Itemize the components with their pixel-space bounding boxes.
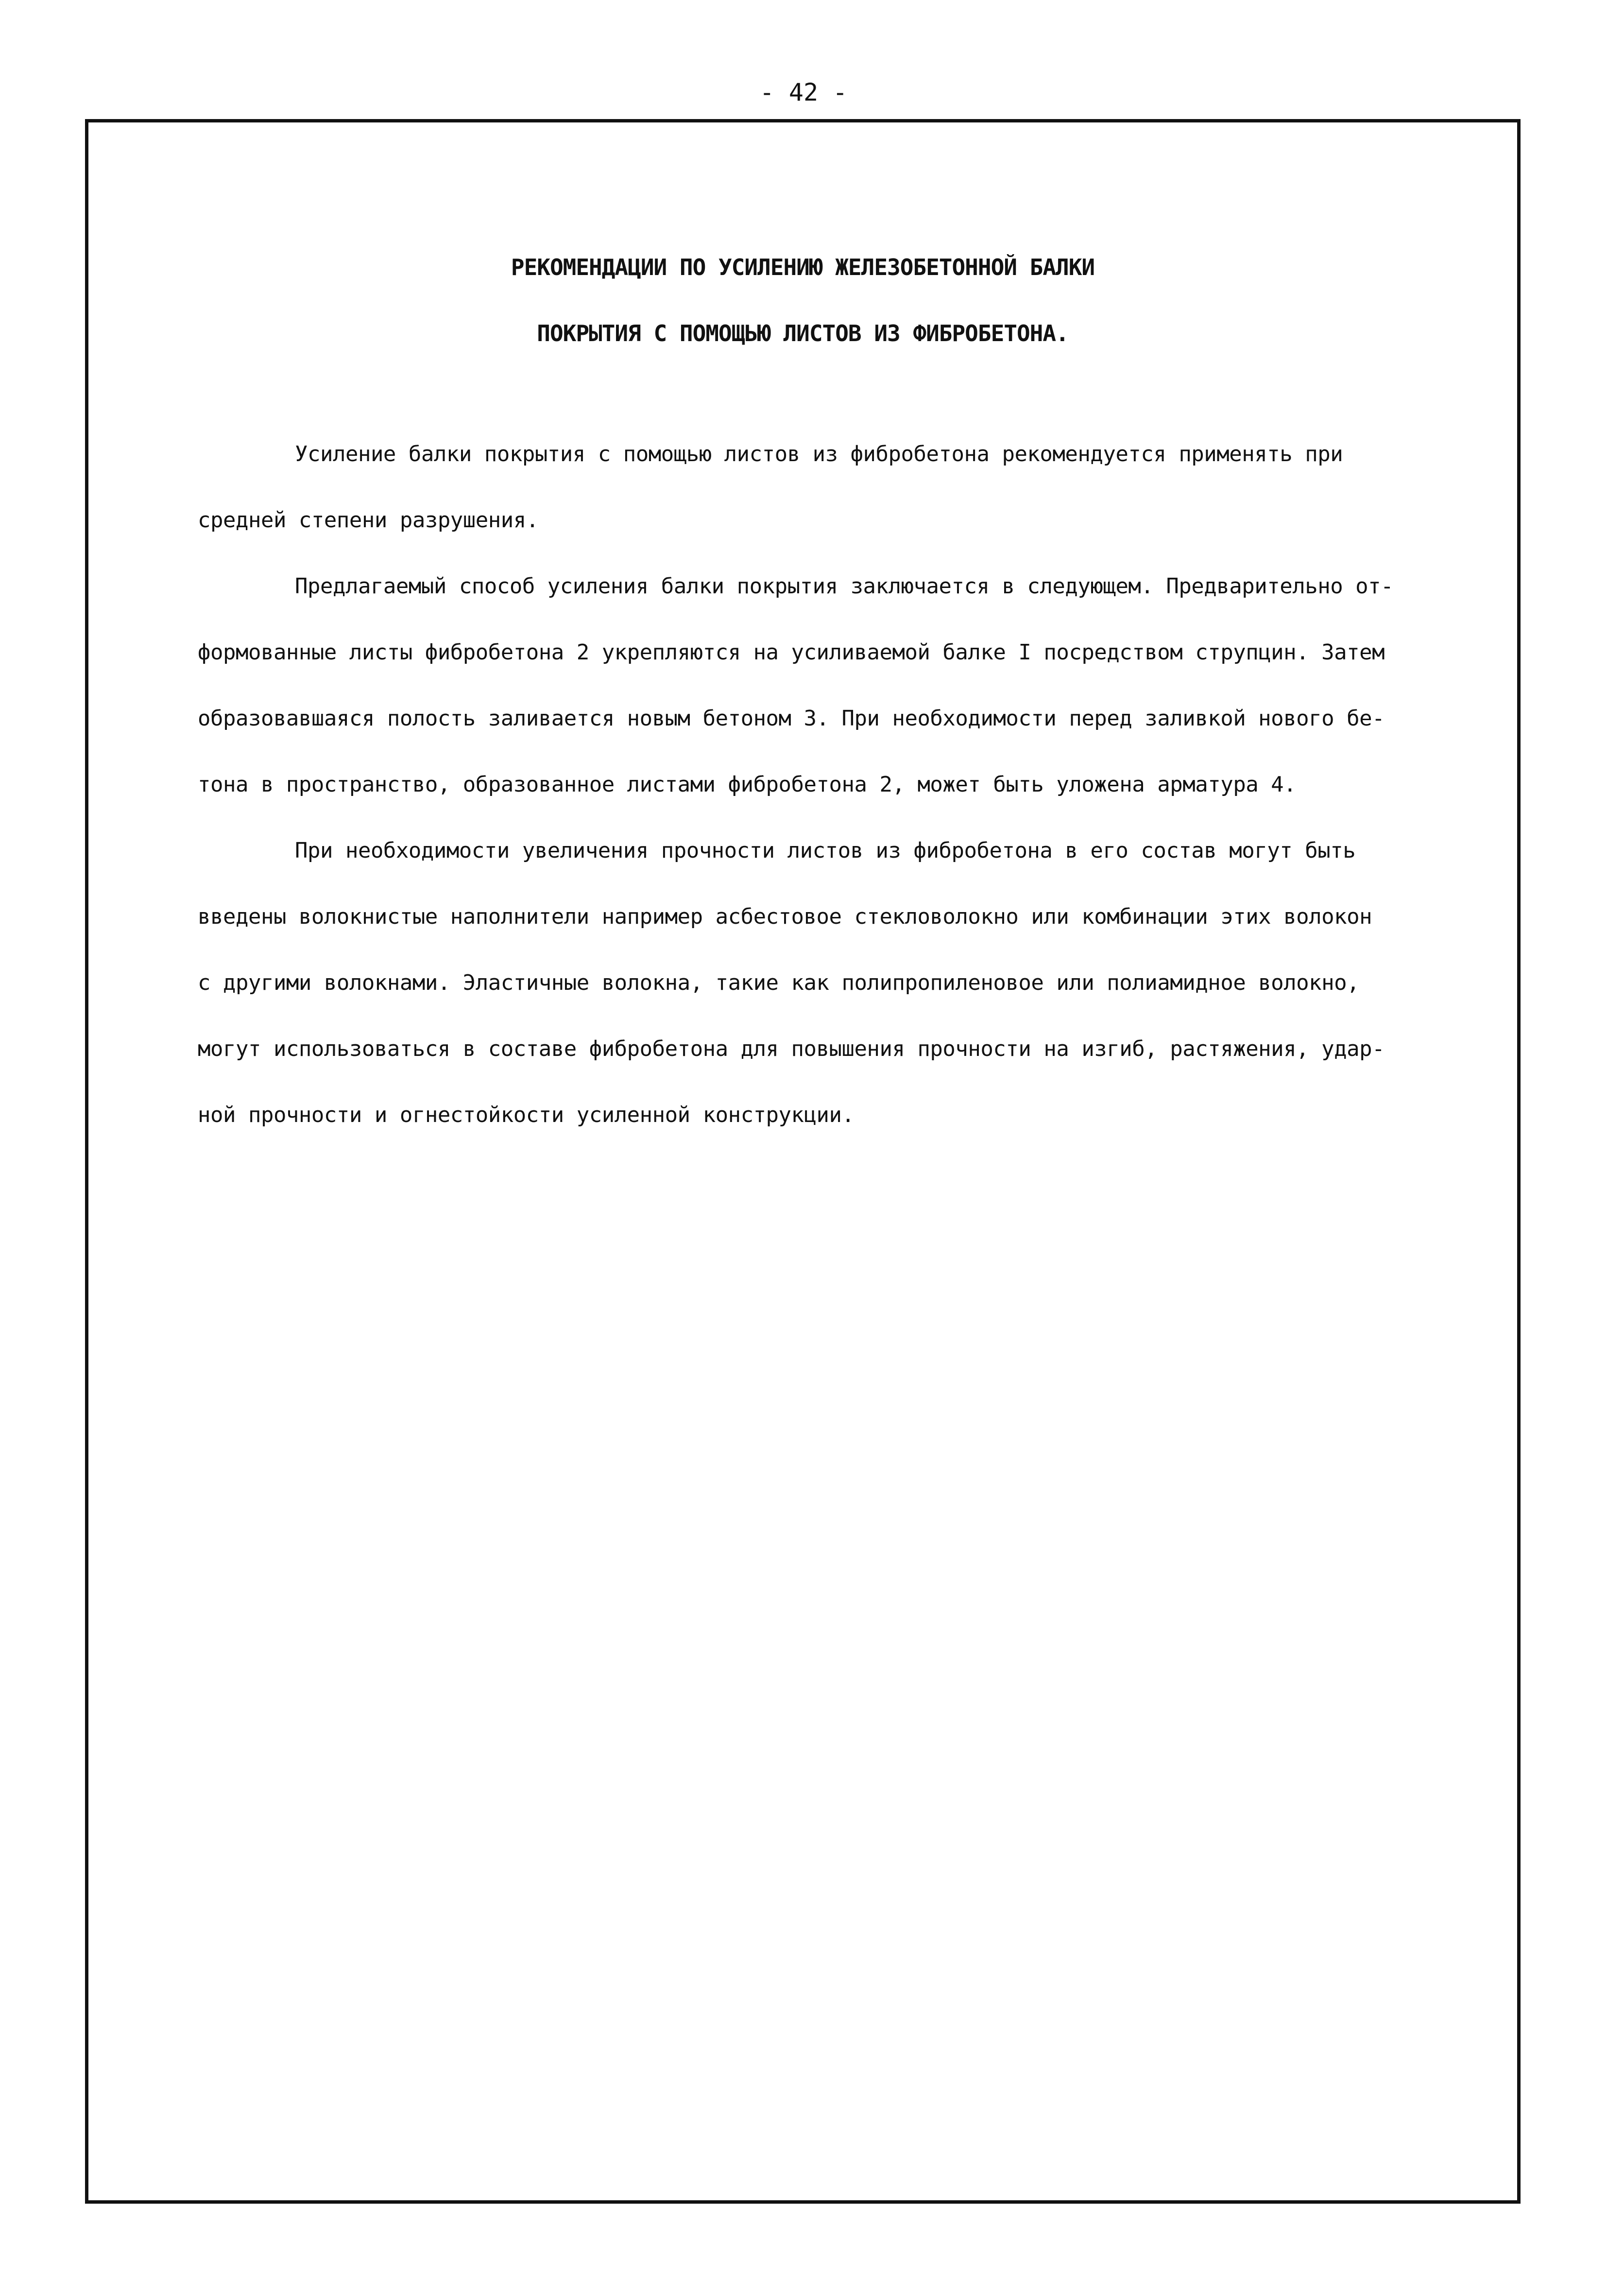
body-text	[198, 421, 1468, 1148]
paragraph-line: ной прочности и огнестойкости усиленной конструкции.	[198, 1103, 855, 1127]
paragraph-line: тона в пространство, образованное листами фибробетона 2, может быть уложена арматура 4.	[198, 772, 1297, 797]
paragraph-line: с другими волокнами. Эластичные волокна, такие как полипропиленовое или полиамидное волокно,	[198, 970, 1360, 995]
paragraph-line: формованные листы фибробетона 2 укрепляются на усиливаемой балке I посредством струпцин. Затем	[198, 640, 1385, 665]
title-line-2: ПОКРЫТИЯ С ПОМОЩЬЮ ЛИСТОВ ИЗ ФИБРОБЕТОНА.	[537, 320, 1069, 346]
paragraph-line: образовавшаяся полость заливается новым бетоном 3. При необходимости перед заливкой нового бе-	[198, 706, 1385, 731]
paragraph-line: При необходимости увеличения прочности листов из фибробетона в его состав могут быть	[295, 838, 1356, 863]
paragraph-2	[198, 553, 1468, 818]
paragraph-line: Усиление балки покрытия с помощью листов из фибробетона рекомендуется применять при	[295, 442, 1343, 466]
paragraph-3	[198, 818, 1468, 1148]
page-content	[88, 122, 1517, 1127]
page-number: - 42 -	[759, 78, 848, 106]
paragraph-line: могут использоваться в составе фибробетона для повышения прочности на изгиб, растяжения, удар-	[198, 1036, 1385, 1061]
page-frame	[85, 119, 1521, 2204]
paragraph-1	[198, 421, 1468, 553]
title-line-1: РЕКОМЕНДАЦИИ ПО УСИЛЕНИЮ ЖЕЛЕЗОБЕТОННОЙ БАЛКИ	[511, 254, 1095, 280]
paragraph-line: Предлагаемый способ усиления балки покрытия заключается в следующем. Предварительно от-	[295, 574, 1394, 599]
paragraph-line: средней степени разрушения.	[198, 508, 539, 533]
paragraph-line: введены волокнистые наполнители например асбестовое стекловолокно или комбинации этих волокон	[198, 904, 1372, 929]
document-title	[88, 122, 1517, 366]
